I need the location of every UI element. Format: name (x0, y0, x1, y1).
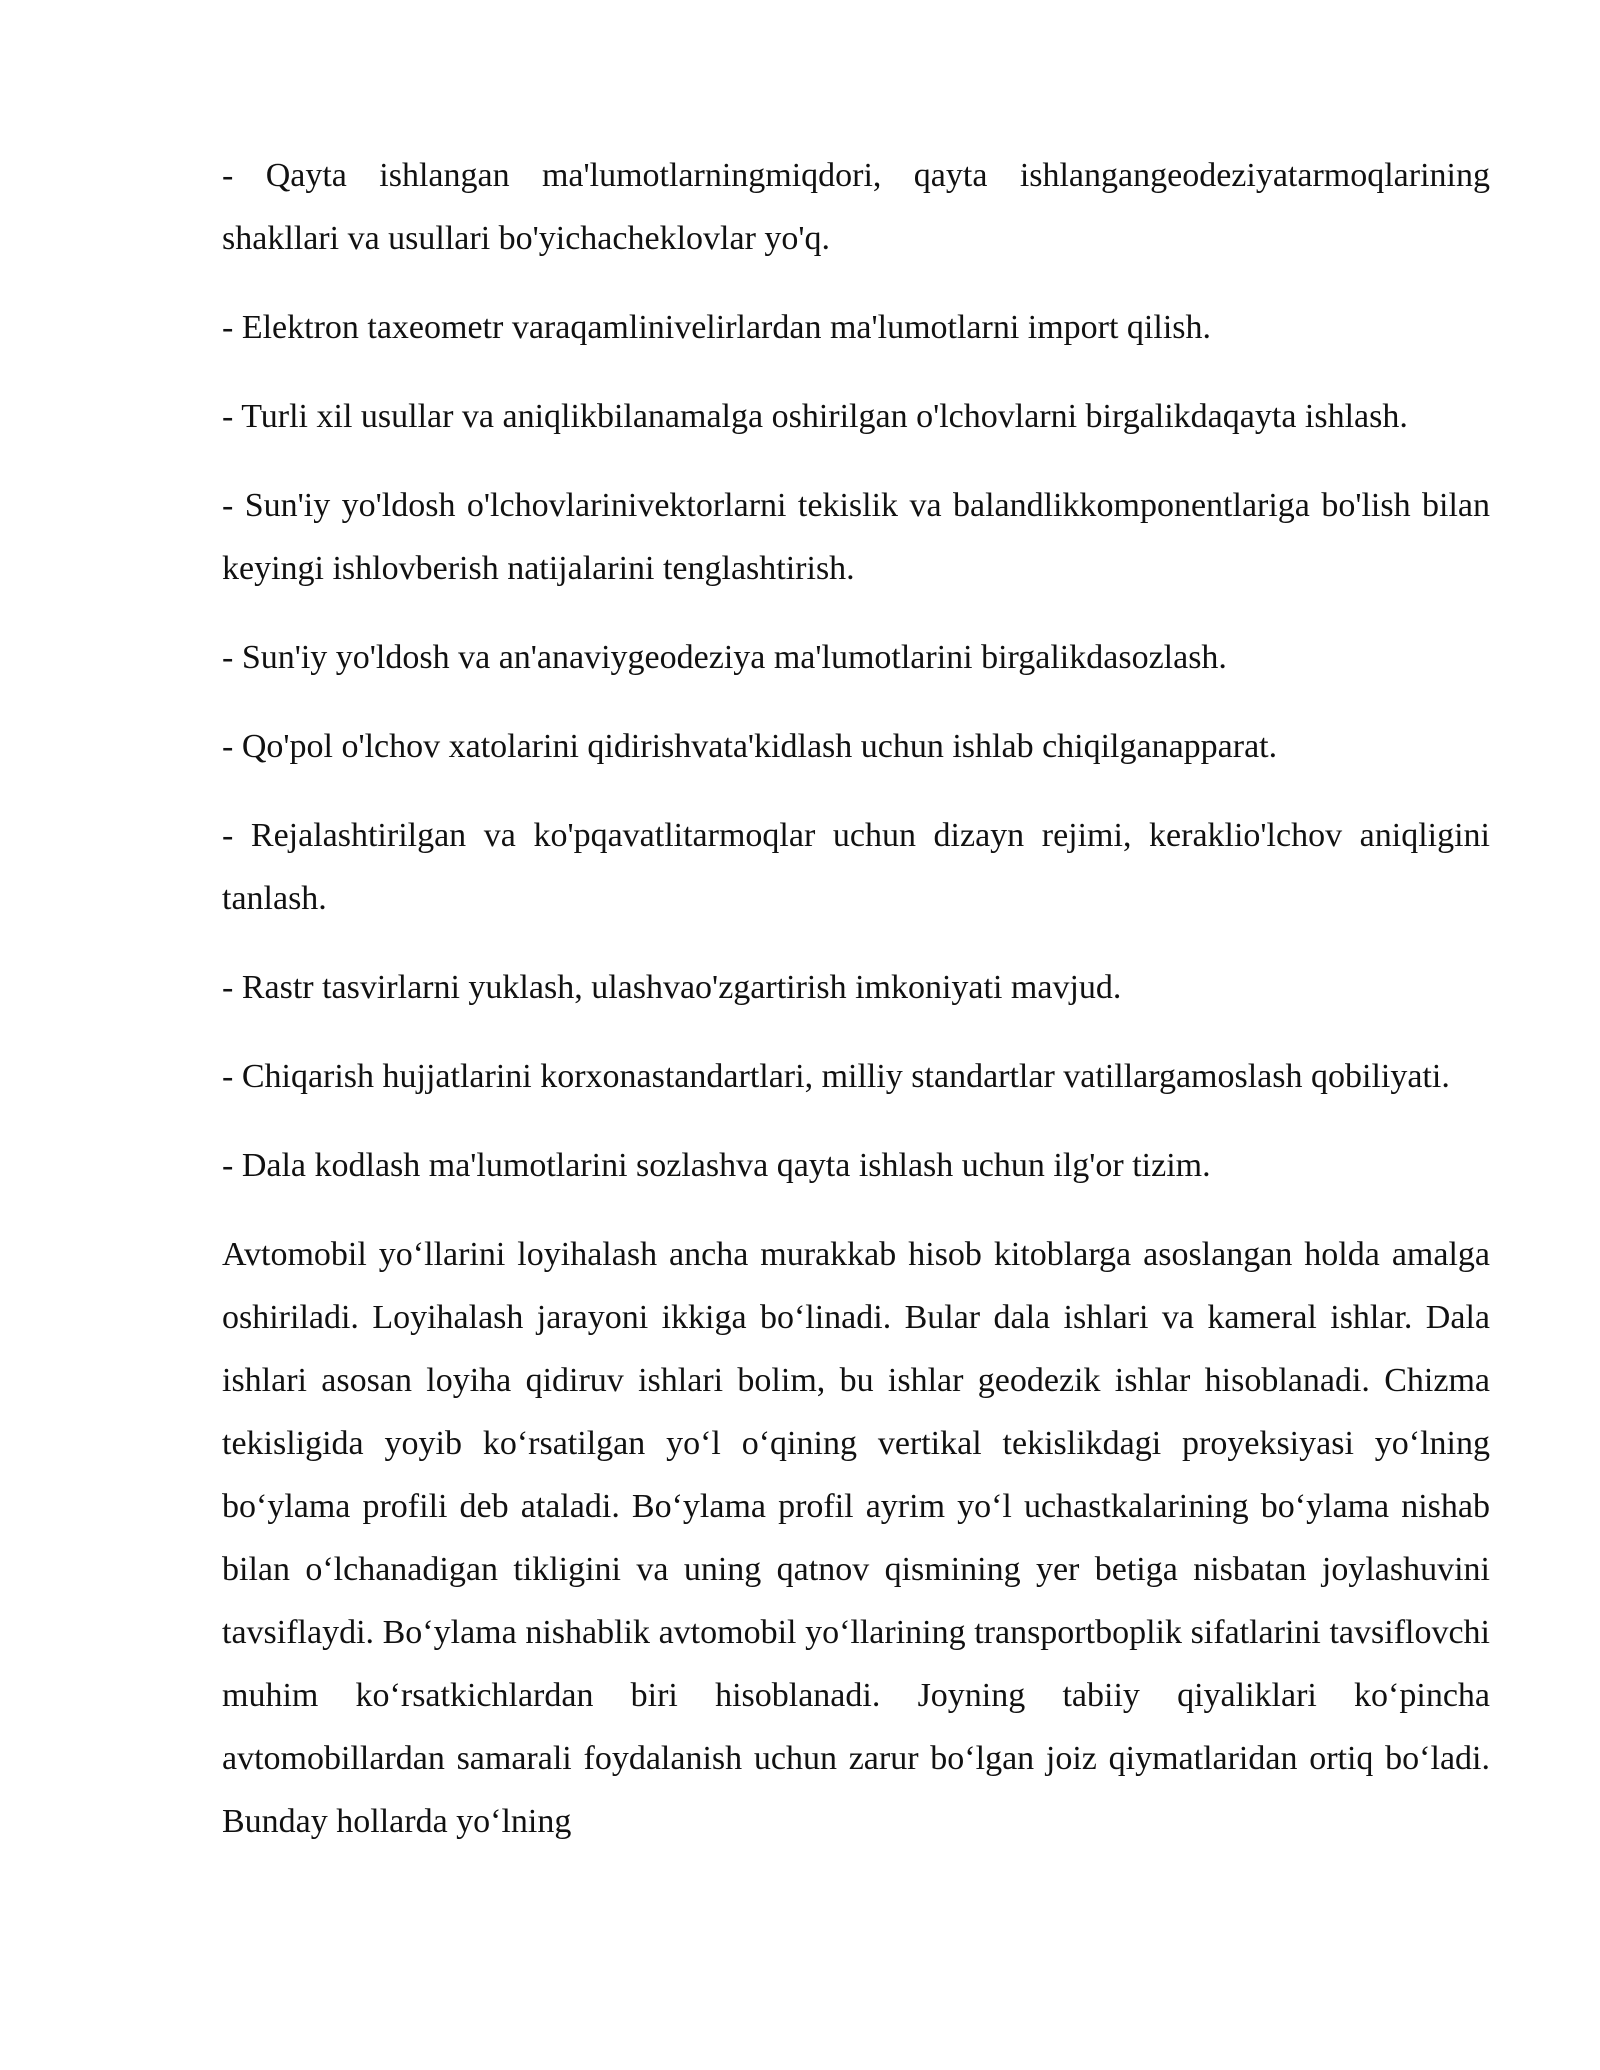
document-page (222, 144, 1490, 1853)
bullet-item: - Elektron taxeometr varaqamlinivelirlardan ma'lumotlarni import qilish. (222, 309, 1212, 346)
bullet-item: - Rejalashtirilgan va ko'pqavatlitarmoqlar uchun dizayn rejimi, keraklio'lchov aniqligini tanlash. (222, 817, 1490, 917)
bullet-item: - Rastr tasvirlarni yuklash, ulashvao'zgartirish imkoniyati mavjud. (222, 969, 1122, 1006)
body-paragraph: Avtomobil yo‘llarini loyihalash ancha murakkab hisob kitoblarga asoslangan holda amalga oshiriladi. Loyihalash jarayoni ikkiga bo‘linadi. Bular dala ishlari va kameral ishlar. Dala ishlari asosan loyiha qidiruv ishlari bolim, bu ishlar geodezik ishlar hisoblanadi. Chizma tekisligida yoyib ko‘rsatilgan yo‘l o‘qining vertikal tekislikdagi proyeksiyasi yo‘lning bo‘ylama profili deb ataladi. Bo‘ylama profil ayrim yo‘l uchastkalarining bo‘ylama nishab bilan o‘lchanadigan tikligini va uning qatnov qismining yer betiga nisbatan joylashuvini tavsiflaydi. Bo‘ylama nishablik avtomobil yo‘llarining transportboplik sifatlarini tavsiflovchi muhim ko‘rsatkichlardan biri hisoblanadi. Joyning tabiiy qiyaliklari ko‘pincha avtomobillardan samarali foydalanish uchun zarur bo‘lgan joiz qiymatlaridan ortiq bo‘ladi. Bunday hollarda yo‘lning (222, 1236, 1490, 1840)
bullet-item: - Sun'iy yo'ldosh o'lchovlarinivektorlarni tekislik va balandlikkomponentlariga bo'lish bilan keyingi ishlovberish natijalarini tenglashtirish. (222, 487, 1490, 587)
bullet-item: - Dala kodlash ma'lumotlarini sozlashva qayta ishlash uchun ilg'or tizim. (222, 1147, 1211, 1184)
bullet-item: - Turli xil usullar va aniqlikbilanamalga oshirilgan o'lchovlarni birgalikdaqayta ishlash. (222, 398, 1408, 435)
bullet-item: - Qo'pol o'lchov xatolarini qidirishvata'kidlash uchun ishlab chiqilganapparat. (222, 728, 1278, 765)
bullet-item: - Chiqarish hujjatlarini korxonastandartlari, milliy standartlar vatillargamoslash qobiliyati. (222, 1058, 1450, 1095)
bullet-item: - Qayta ishlangan ma'lumotlarningmiqdori, qayta ishlangangeodeziyatarmoqlarining shakllari va usullari bo'yichacheklovlar yo'q. (222, 157, 1490, 257)
bullet-item: - Sun'iy yo'ldosh va an'anaviygeodeziya ma'lumotlarini birgalikdasozlash. (222, 639, 1227, 676)
